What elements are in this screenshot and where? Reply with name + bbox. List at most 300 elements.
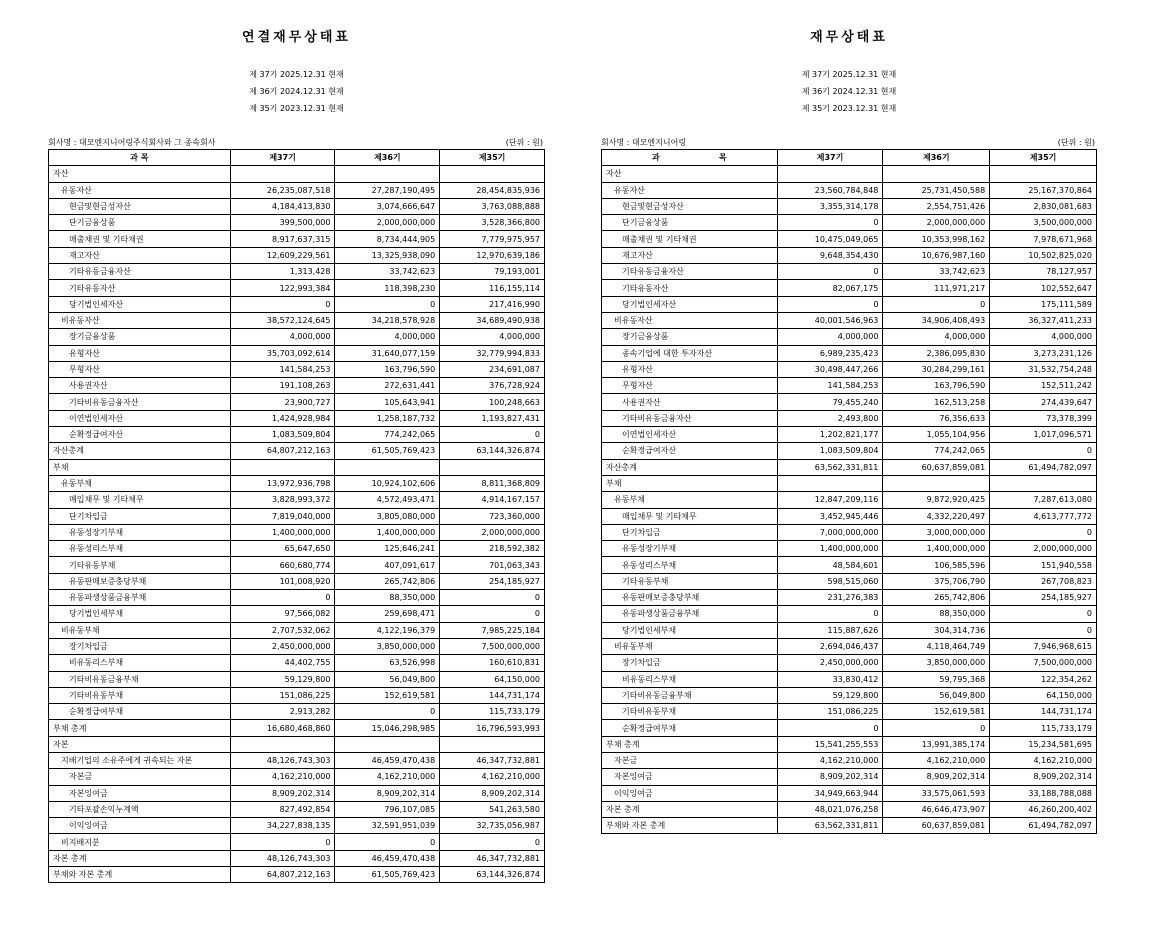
amount-cell: 48,021,076,258 xyxy=(777,801,883,817)
account-name: 순확정급여부채 xyxy=(49,704,231,720)
account-name: 지배기업의 소유주에게 귀속되는 자본 xyxy=(49,752,231,768)
account-name: 기타유동부채 xyxy=(602,573,778,589)
amount-cell: 6,989,235,423 xyxy=(777,345,883,361)
amount-cell: 4,118,464,749 xyxy=(883,638,990,654)
amount-cell xyxy=(440,459,545,475)
table-row xyxy=(602,394,1097,410)
balance-sheet-table xyxy=(48,149,545,883)
amount-cell: 1,055,104,956 xyxy=(883,427,990,443)
amount-cell: 10,353,998,162 xyxy=(883,231,990,247)
table-row xyxy=(49,215,545,231)
table-row xyxy=(602,736,1097,752)
amount-cell: 61,505,769,423 xyxy=(335,867,440,883)
amount-cell xyxy=(990,475,1097,491)
period-line: 제 36기 2024.12.31 현재 xyxy=(249,87,344,96)
amount-cell: 152,511,242 xyxy=(990,378,1097,394)
table-row xyxy=(49,345,545,361)
amount-cell: 33,742,623 xyxy=(335,264,440,280)
amount-cell: 12,970,639,186 xyxy=(440,247,545,263)
account-name: 유동성장기부채 xyxy=(602,541,778,557)
table-row xyxy=(602,166,1097,182)
amount-cell: 304,314,736 xyxy=(883,622,990,638)
amount-cell: 25,167,370,864 xyxy=(990,182,1097,198)
amount-cell: 701,063,343 xyxy=(440,557,545,573)
header-account-part: 목 xyxy=(718,153,727,163)
table-row xyxy=(602,752,1097,768)
amount-cell: 1,400,000,000 xyxy=(230,524,335,540)
amount-cell: 115,733,179 xyxy=(440,704,545,720)
account-name: 유동자산 xyxy=(602,182,778,198)
amount-cell: 2,000,000,000 xyxy=(335,215,440,231)
account-name: 유형자산 xyxy=(602,361,778,377)
amount-cell: 0 xyxy=(883,296,990,312)
table-row xyxy=(49,508,545,524)
amount-cell: 827,492,854 xyxy=(230,801,335,817)
amount-cell: 105,643,941 xyxy=(335,394,440,410)
amount-cell: 4,000,000 xyxy=(990,329,1097,345)
amount-cell: 3,850,000,000 xyxy=(883,655,990,671)
amount-cell xyxy=(883,475,990,491)
account-name: 기타비유동부채 xyxy=(49,687,231,703)
amount-cell: 0 xyxy=(990,606,1097,622)
table-row xyxy=(602,655,1097,671)
amount-cell: 151,086,225 xyxy=(777,704,883,720)
account-name: 재고자산 xyxy=(49,247,231,263)
amount-cell: 234,691,087 xyxy=(440,361,545,377)
amount-cell: 122,354,262 xyxy=(990,671,1097,687)
account-name: 기타유동금융자산 xyxy=(602,264,778,280)
amount-cell: 1,083,509,804 xyxy=(777,443,883,459)
amount-cell: 38,572,124,645 xyxy=(230,312,335,328)
amount-cell: 33,830,412 xyxy=(777,671,883,687)
amount-cell: 151,940,558 xyxy=(990,557,1097,573)
amount-cell: 0 xyxy=(777,215,883,231)
table-row xyxy=(602,182,1097,198)
amount-cell: 3,500,000,000 xyxy=(990,215,1097,231)
amount-cell: 376,728,924 xyxy=(440,378,545,394)
amount-cell: 61,505,769,423 xyxy=(335,443,440,459)
amount-cell: 3,528,366,800 xyxy=(440,215,545,231)
amount-cell: 44,402,755 xyxy=(230,655,335,671)
amount-cell: 30,284,299,161 xyxy=(883,361,990,377)
amount-cell: 2,913,282 xyxy=(230,704,335,720)
amount-cell: 162,513,258 xyxy=(883,394,990,410)
table-row xyxy=(49,166,545,182)
amount-cell: 8,909,202,314 xyxy=(883,769,990,785)
account-name: 순확정급여부채 xyxy=(602,720,778,736)
table-row xyxy=(49,443,545,459)
amount-cell: 2,000,000,000 xyxy=(883,215,990,231)
amount-cell: 4,162,210,000 xyxy=(335,769,440,785)
amount-cell: 7,819,040,000 xyxy=(230,508,335,524)
account-name: 부채 xyxy=(49,459,231,475)
account-name: 매입채무 및 기타채무 xyxy=(602,508,778,524)
account-name: 비유동부채 xyxy=(602,638,778,654)
amount-cell: 13,972,936,798 xyxy=(230,475,335,491)
amount-cell: 115,733,179 xyxy=(990,720,1097,736)
amount-cell: 34,227,838,135 xyxy=(230,818,335,834)
account-name: 부채 총계 xyxy=(49,720,231,736)
amount-cell: 231,276,383 xyxy=(777,590,883,606)
amount-cell: 144,731,174 xyxy=(990,704,1097,720)
amount-cell: 1,017,096,571 xyxy=(990,427,1097,443)
amount-cell: 4,162,210,000 xyxy=(230,769,335,785)
table-row xyxy=(49,752,545,768)
amount-cell: 723,360,000 xyxy=(440,508,545,524)
amount-cell: 191,108,263 xyxy=(230,378,335,394)
table-row xyxy=(49,247,545,263)
amount-cell: 4,162,210,000 xyxy=(883,752,990,768)
account-name: 단기차입금 xyxy=(49,508,231,524)
amount-cell: 4,572,493,471 xyxy=(335,492,440,508)
amount-cell: 16,796,593,993 xyxy=(440,720,545,736)
amount-cell: 3,074,666,647 xyxy=(335,198,440,214)
account-name: 비지배지분 xyxy=(49,834,231,850)
account-name: 사용권자산 xyxy=(49,378,231,394)
amount-cell: 102,552,647 xyxy=(990,280,1097,296)
amount-cell: 12,847,209,116 xyxy=(777,492,883,508)
account-name: 부채 총계 xyxy=(602,736,778,752)
table-row xyxy=(49,182,545,198)
amount-cell: 61,494,782,097 xyxy=(990,459,1097,475)
amount-cell: 265,742,806 xyxy=(335,573,440,589)
amount-cell: 254,185,927 xyxy=(440,573,545,589)
amount-cell: 40,001,546,963 xyxy=(777,312,883,328)
account-name: 자산총계 xyxy=(602,459,778,475)
amount-cell: 8,909,202,314 xyxy=(335,785,440,801)
table-row xyxy=(602,769,1097,785)
table-row xyxy=(49,834,545,850)
table-row xyxy=(49,606,545,622)
period-line: 제 35기 2023.12.31 현재 xyxy=(249,104,344,113)
amount-cell xyxy=(230,166,335,182)
table-row xyxy=(602,410,1097,426)
account-name: 비유동리스부채 xyxy=(602,671,778,687)
amount-cell: 152,619,581 xyxy=(335,687,440,703)
amount-cell: 8,909,202,314 xyxy=(777,769,883,785)
amount-cell: 10,475,049,065 xyxy=(777,231,883,247)
amount-cell: 79,455,240 xyxy=(777,394,883,410)
account-name: 당기법인세부채 xyxy=(49,606,231,622)
account-name: 종속기업에 대한 투자자산 xyxy=(602,345,778,361)
amount-cell: 48,126,743,303 xyxy=(230,850,335,866)
account-name: 매입채무 및 기타채무 xyxy=(49,492,231,508)
amount-cell: 3,763,088,888 xyxy=(440,198,545,214)
account-name: 자본잉여금 xyxy=(602,769,778,785)
account-name: 유동파생상품금융부채 xyxy=(602,606,778,622)
amount-cell: 3,828,993,372 xyxy=(230,492,335,508)
header-account xyxy=(602,150,778,166)
account-name: 자본 총계 xyxy=(602,801,778,817)
table-row xyxy=(49,329,545,345)
amount-cell: 144,731,174 xyxy=(440,687,545,703)
amount-cell: 46,347,732,881 xyxy=(440,850,545,866)
account-name: 이익잉여금 xyxy=(49,818,231,834)
table-row xyxy=(49,655,545,671)
amount-cell: 4,613,777,772 xyxy=(990,508,1097,524)
account-name: 현금및현금성자산 xyxy=(602,198,778,214)
table-row xyxy=(49,296,545,312)
balance-sheet-table xyxy=(601,149,1097,834)
amount-cell: 4,184,413,830 xyxy=(230,198,335,214)
table-row xyxy=(602,345,1097,361)
header-period-36: 제36기 xyxy=(335,150,440,166)
account-name: 부채와 자본 총계 xyxy=(602,818,778,834)
account-name: 비유동부채 xyxy=(49,622,231,638)
statement-meta xyxy=(601,137,1097,149)
amount-cell: 16,680,468,860 xyxy=(230,720,335,736)
amount-cell: 25,731,450,588 xyxy=(883,182,990,198)
amount-cell: 2,493,800 xyxy=(777,410,883,426)
amount-cell: 48,126,743,303 xyxy=(230,752,335,768)
account-name: 자본 xyxy=(49,736,231,752)
table-row xyxy=(602,671,1097,687)
amount-cell: 8,909,202,314 xyxy=(990,769,1097,785)
statement-title: 연결재무상태표 xyxy=(242,30,351,45)
account-name: 장기금융상품 xyxy=(49,329,231,345)
amount-cell: 30,498,447,266 xyxy=(777,361,883,377)
amount-cell: 32,735,056,987 xyxy=(440,818,545,834)
amount-cell: 0 xyxy=(777,720,883,736)
account-name: 무형자산 xyxy=(602,378,778,394)
amount-cell: 46,459,470,438 xyxy=(335,850,440,866)
amount-cell: 34,949,663,944 xyxy=(777,785,883,801)
account-name: 기타비유동금융부채 xyxy=(49,671,231,687)
amount-cell: 0 xyxy=(230,296,335,312)
amount-cell: 0 xyxy=(777,264,883,280)
amount-cell: 23,560,784,848 xyxy=(777,182,883,198)
amount-cell xyxy=(230,736,335,752)
amount-cell: 0 xyxy=(990,622,1097,638)
table-row xyxy=(602,590,1097,606)
amount-cell: 48,584,601 xyxy=(777,557,883,573)
amount-cell: 4,000,000 xyxy=(230,329,335,345)
amount-cell xyxy=(883,166,990,182)
account-name: 기타유동금융자산 xyxy=(49,264,231,280)
amount-cell: 8,909,202,314 xyxy=(230,785,335,801)
account-name: 매출채권 및 기타채권 xyxy=(49,231,231,247)
amount-cell: 28,454,835,936 xyxy=(440,182,545,198)
amount-cell xyxy=(777,166,883,182)
account-name: 자산총계 xyxy=(49,443,231,459)
amount-cell: 82,067,175 xyxy=(777,280,883,296)
amount-cell: 79,193,001 xyxy=(440,264,545,280)
company-name: 회사명 : 대모엔지니어링 xyxy=(601,138,687,147)
amount-cell: 4,000,000 xyxy=(335,329,440,345)
amount-cell: 34,906,408,493 xyxy=(883,312,990,328)
amount-cell: 63,562,331,811 xyxy=(777,818,883,834)
amount-cell: 15,046,298,985 xyxy=(335,720,440,736)
table-row xyxy=(602,296,1097,312)
amount-cell: 1,258,187,732 xyxy=(335,410,440,426)
amount-cell: 27,287,190,495 xyxy=(335,182,440,198)
table-row xyxy=(602,443,1097,459)
amount-cell: 0 xyxy=(335,834,440,850)
amount-cell: 10,924,102,606 xyxy=(335,475,440,491)
table-row xyxy=(49,280,545,296)
amount-cell: 9,872,920,425 xyxy=(883,492,990,508)
amount-cell: 63,144,326,874 xyxy=(440,867,545,883)
table-row xyxy=(49,264,545,280)
amount-cell: 1,202,821,177 xyxy=(777,427,883,443)
amount-cell: 15,234,581,695 xyxy=(990,736,1097,752)
amount-cell: 0 xyxy=(335,704,440,720)
amount-cell: 101,008,920 xyxy=(230,573,335,589)
amount-cell: 1,400,000,000 xyxy=(883,541,990,557)
amount-cell: 598,515,060 xyxy=(777,573,883,589)
amount-cell: 59,129,800 xyxy=(230,671,335,687)
amount-cell: 151,086,225 xyxy=(230,687,335,703)
account-name: 단기금융상품 xyxy=(49,215,231,231)
amount-cell: 0 xyxy=(777,296,883,312)
amount-cell: 796,107,085 xyxy=(335,801,440,817)
table-row xyxy=(49,524,545,540)
amount-cell: 4,000,000 xyxy=(440,329,545,345)
amount-cell: 774,242,065 xyxy=(883,443,990,459)
period-list xyxy=(601,66,1097,117)
amount-cell: 274,439,647 xyxy=(990,394,1097,410)
table-row xyxy=(49,590,545,606)
amount-cell: 1,400,000,000 xyxy=(335,524,440,540)
period-line: 제 37기 2025.12.31 현재 xyxy=(801,70,897,79)
period-line: 제 36기 2024.12.31 현재 xyxy=(801,87,897,96)
amount-cell: 774,242,065 xyxy=(335,427,440,443)
table-row xyxy=(49,475,545,491)
table-row xyxy=(602,541,1097,557)
account-name: 무형자산 xyxy=(49,361,231,377)
statement-title: 재무상태표 xyxy=(810,30,888,45)
amount-cell: 34,218,578,928 xyxy=(335,312,440,328)
header-period-37: 제37기 xyxy=(777,150,883,166)
table-row xyxy=(49,312,545,328)
account-name: 유형자산 xyxy=(49,345,231,361)
amount-cell: 8,909,202,314 xyxy=(440,785,545,801)
table-row xyxy=(49,801,545,817)
amount-cell: 15,541,255,553 xyxy=(777,736,883,752)
amount-cell: 399,500,000 xyxy=(230,215,335,231)
amount-cell: 0 xyxy=(440,834,545,850)
table-row xyxy=(602,785,1097,801)
amount-cell: 2,554,751,426 xyxy=(883,198,990,214)
amount-cell: 63,562,331,811 xyxy=(777,459,883,475)
table-row xyxy=(602,606,1097,622)
table-row xyxy=(49,671,545,687)
amount-cell: 31,532,754,248 xyxy=(990,361,1097,377)
account-name: 부채와 자본 총계 xyxy=(49,867,231,883)
account-name: 유동판매보증충당부채 xyxy=(602,590,778,606)
amount-cell: 34,689,490,938 xyxy=(440,312,545,328)
amount-cell: 8,734,444,905 xyxy=(335,231,440,247)
amount-cell: 217,416,990 xyxy=(440,296,545,312)
amount-cell: 88,350,000 xyxy=(883,606,990,622)
amount-cell: 9,648,354,430 xyxy=(777,247,883,263)
amount-cell: 0 xyxy=(990,443,1097,459)
amount-cell xyxy=(335,736,440,752)
statement-meta xyxy=(48,137,545,149)
amount-cell: 3,452,945,446 xyxy=(777,508,883,524)
table-row xyxy=(602,231,1097,247)
amount-cell: 59,795,368 xyxy=(883,671,990,687)
account-name: 유동성장기부채 xyxy=(49,524,231,540)
amount-cell: 4,000,000 xyxy=(883,329,990,345)
period-line: 제 37기 2025.12.31 현재 xyxy=(249,70,344,79)
amount-cell: 32,591,951,039 xyxy=(335,818,440,834)
amount-cell: 3,355,314,178 xyxy=(777,198,883,214)
amount-cell: 88,350,000 xyxy=(335,590,440,606)
account-name: 기타비유동금융자산 xyxy=(602,410,778,426)
account-name: 당기법인세자산 xyxy=(49,296,231,312)
amount-cell: 118,398,230 xyxy=(335,280,440,296)
table-row xyxy=(602,247,1097,263)
amount-cell xyxy=(990,166,1097,182)
amount-cell: 2,694,046,437 xyxy=(777,638,883,654)
account-name: 매출채권 및 기타채권 xyxy=(602,231,778,247)
table-row xyxy=(602,573,1097,589)
amount-cell: 0 xyxy=(440,427,545,443)
period-list xyxy=(48,66,545,117)
table-row xyxy=(602,378,1097,394)
amount-cell: 97,566,082 xyxy=(230,606,335,622)
amount-cell: 2,450,000,000 xyxy=(230,638,335,654)
amount-cell: 7,779,975,957 xyxy=(440,231,545,247)
account-name: 순확정급여자산 xyxy=(602,443,778,459)
amount-cell: 0 xyxy=(440,606,545,622)
table-row xyxy=(602,720,1097,736)
amount-cell: 0 xyxy=(990,524,1097,540)
amount-cell: 63,144,326,874 xyxy=(440,443,545,459)
amount-cell: 64,150,000 xyxy=(990,687,1097,703)
header-period-36: 제36기 xyxy=(883,150,990,166)
table-row xyxy=(49,687,545,703)
table-row xyxy=(49,557,545,573)
account-name: 기타유동자산 xyxy=(49,280,231,296)
amount-cell: 73,378,399 xyxy=(990,410,1097,426)
account-name: 자산 xyxy=(602,166,778,182)
table-row xyxy=(49,427,545,443)
table-row xyxy=(602,687,1097,703)
amount-cell: 163,796,590 xyxy=(883,378,990,394)
account-name: 유동성리스부채 xyxy=(49,541,231,557)
account-name: 유동부채 xyxy=(49,475,231,491)
table-header-row xyxy=(49,150,545,166)
table-row xyxy=(602,704,1097,720)
amount-cell: 2,000,000,000 xyxy=(990,541,1097,557)
table-row xyxy=(49,361,545,377)
amount-cell: 76,356,633 xyxy=(883,410,990,426)
account-name: 기타비유동부채 xyxy=(602,704,778,720)
amount-cell: 3,805,080,000 xyxy=(335,508,440,524)
amount-cell: 59,129,800 xyxy=(777,687,883,703)
account-name: 기타포괄손익누계액 xyxy=(49,801,231,817)
account-name: 단기금융상품 xyxy=(602,215,778,231)
amount-cell: 272,631,441 xyxy=(335,378,440,394)
amount-cell: 46,347,732,881 xyxy=(440,752,545,768)
account-name: 재고자산 xyxy=(602,247,778,263)
amount-cell: 115,887,626 xyxy=(777,622,883,638)
amount-cell: 2,450,000,000 xyxy=(777,655,883,671)
amount-cell: 2,386,095,830 xyxy=(883,345,990,361)
table-row xyxy=(49,850,545,866)
amount-cell: 7,500,000,000 xyxy=(440,638,545,654)
amount-cell: 175,111,589 xyxy=(990,296,1097,312)
amount-cell: 4,162,210,000 xyxy=(777,752,883,768)
amount-cell: 218,592,382 xyxy=(440,541,545,557)
amount-cell: 2,000,000,000 xyxy=(440,524,545,540)
amount-cell: 0 xyxy=(335,296,440,312)
amount-cell: 23,900,727 xyxy=(230,394,335,410)
amount-cell: 13,325,938,090 xyxy=(335,247,440,263)
amount-cell: 7,978,671,968 xyxy=(990,231,1097,247)
